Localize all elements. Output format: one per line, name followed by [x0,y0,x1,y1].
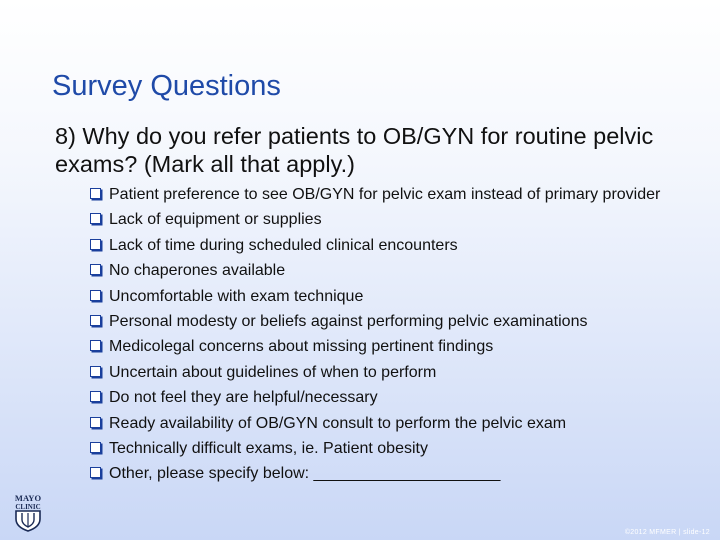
logo-text-mayo: MAYO [14,493,42,503]
answer-option-label: Personal modesty or beliefs against performing pelvic examinations [109,312,588,330]
answer-option[interactable] [90,236,680,255]
mayo-clinic-logo-icon [8,492,48,532]
answer-option-label: Other, please specify below: _____________________ [109,465,501,483]
answer-option-label: Lack of equipment or supplies [109,211,322,229]
checkbox-icon[interactable] [90,315,101,326]
answer-option-label: Lack of time during scheduled clinical encounters [109,236,458,254]
answer-option-label: Do not feel they are helpful/necessary [109,389,378,407]
checkbox-icon[interactable] [90,340,101,351]
slide-footer: ©2012 MFMER | slide-12 [624,529,710,536]
answer-option[interactable] [90,185,680,204]
answer-option[interactable] [90,337,680,356]
answer-option[interactable] [90,261,680,280]
answer-option-label: Uncertain about guidelines of when to perform [109,363,437,381]
answer-option-label: Ready availability of OB/GYN consult to perform the pelvic exam [109,414,567,432]
slide-title: Survey Questions [52,70,281,102]
answer-option-label: Patient preference to see OB/GYN for pelvic exam instead of primary provider [109,186,661,203]
logo-text-clinic: CLINIC [15,503,41,511]
checkbox-icon[interactable] [90,239,101,250]
answer-option[interactable] [90,210,680,229]
answer-option[interactable] [90,287,680,306]
checkbox-icon[interactable] [90,213,101,224]
answer-option[interactable] [90,312,680,331]
answer-option-label: Technically difficult exams, ie. Patient obesity [109,439,428,457]
answer-options-list [90,185,680,490]
checkbox-icon[interactable] [90,290,101,301]
answer-option[interactable] [90,388,680,407]
checkbox-icon[interactable] [90,366,101,377]
checkbox-icon[interactable] [90,391,101,402]
answer-option-label: No chaperones available [109,262,286,280]
checkbox-icon[interactable] [90,188,101,199]
answer-option[interactable] [90,464,680,483]
answer-option[interactable] [90,439,680,458]
answer-option-label: Medicolegal concerns about missing pertinent findings [109,338,494,356]
answer-option-label: Uncomfortable with exam technique [109,287,364,305]
checkbox-icon[interactable] [90,442,101,453]
checkbox-icon[interactable] [90,467,101,478]
checkbox-icon[interactable] [90,264,101,275]
survey-question: 8) Why do you refer patients to OB/GYN for routine pelvic exams? (Mark all that apply.) [55,123,654,177]
checkbox-icon[interactable] [90,417,101,428]
answer-option[interactable] [90,363,680,382]
answer-option[interactable] [90,414,680,433]
